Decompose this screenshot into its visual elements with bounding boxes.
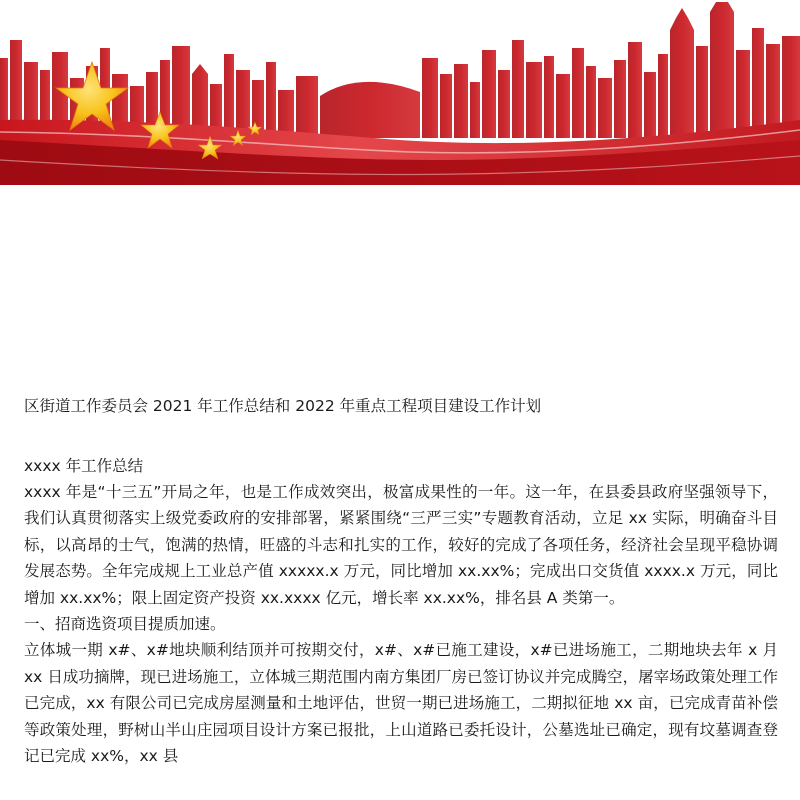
document-body bbox=[24, 393, 778, 769]
section-heading: xxxx 年工作总结 bbox=[24, 457, 144, 475]
project-paragraph: 立体城一期 x#、x#地块顺利结顶并可按期交付，x#、x#已施工建设，x#已进场施工，二期地块去年 x 月 xx 日成功摘牌，现已进场施工，立体城三期范围内南方集团厂房已签订协议并完成腾空，屠宰场政策处理工作已完成，xx 有限公司已完成房屋测量和土地评估，世贸一期已进场施工，二期拟征地 xx 亩，已完成青苗补偿等政策处理，野树山半山庄园项目设计方案已报批，上山道路已委托设计，公墓选址已确定，现有坟墓调查登记已完成 xx%，xx 县 bbox=[24, 641, 778, 766]
document-title: 区街道工作委员会 2021 年工作总结和 2022 年重点工程项目建设工作计划 bbox=[24, 397, 542, 415]
subheading-investment: 一、招商选资项目提质加速。 bbox=[24, 615, 226, 634]
city-skyline-illustration bbox=[0, 2, 800, 138]
intro-paragraph: xxxx 年是“十三五”开局之年，也是工作成效突出，极富成果性的一年。这一年，在县委县政府坚强领导下，我们认真贯彻落实上级党委政府的安排部署，紧紧围绕“三严三实”专题教育活动，立足 xx 实际，明确奋斗目标，以高昂的士气，饱满的热情，旺盛的斗志和扎实的工作，较好的完成了各项任务，经济社会呈现平稳协调发展态势。全年完成规上工业总产值 xxxxx.x 万元，同比增加 xx.xx%；完成出口交货值 xxxx.x 万元，同比增加 xx.xx%；限上固定资产投资 xx.xxxx 亿元，增长率 xx.xx%，排名县 A 类第一。 bbox=[24, 483, 778, 607]
header-banner bbox=[0, 0, 800, 185]
